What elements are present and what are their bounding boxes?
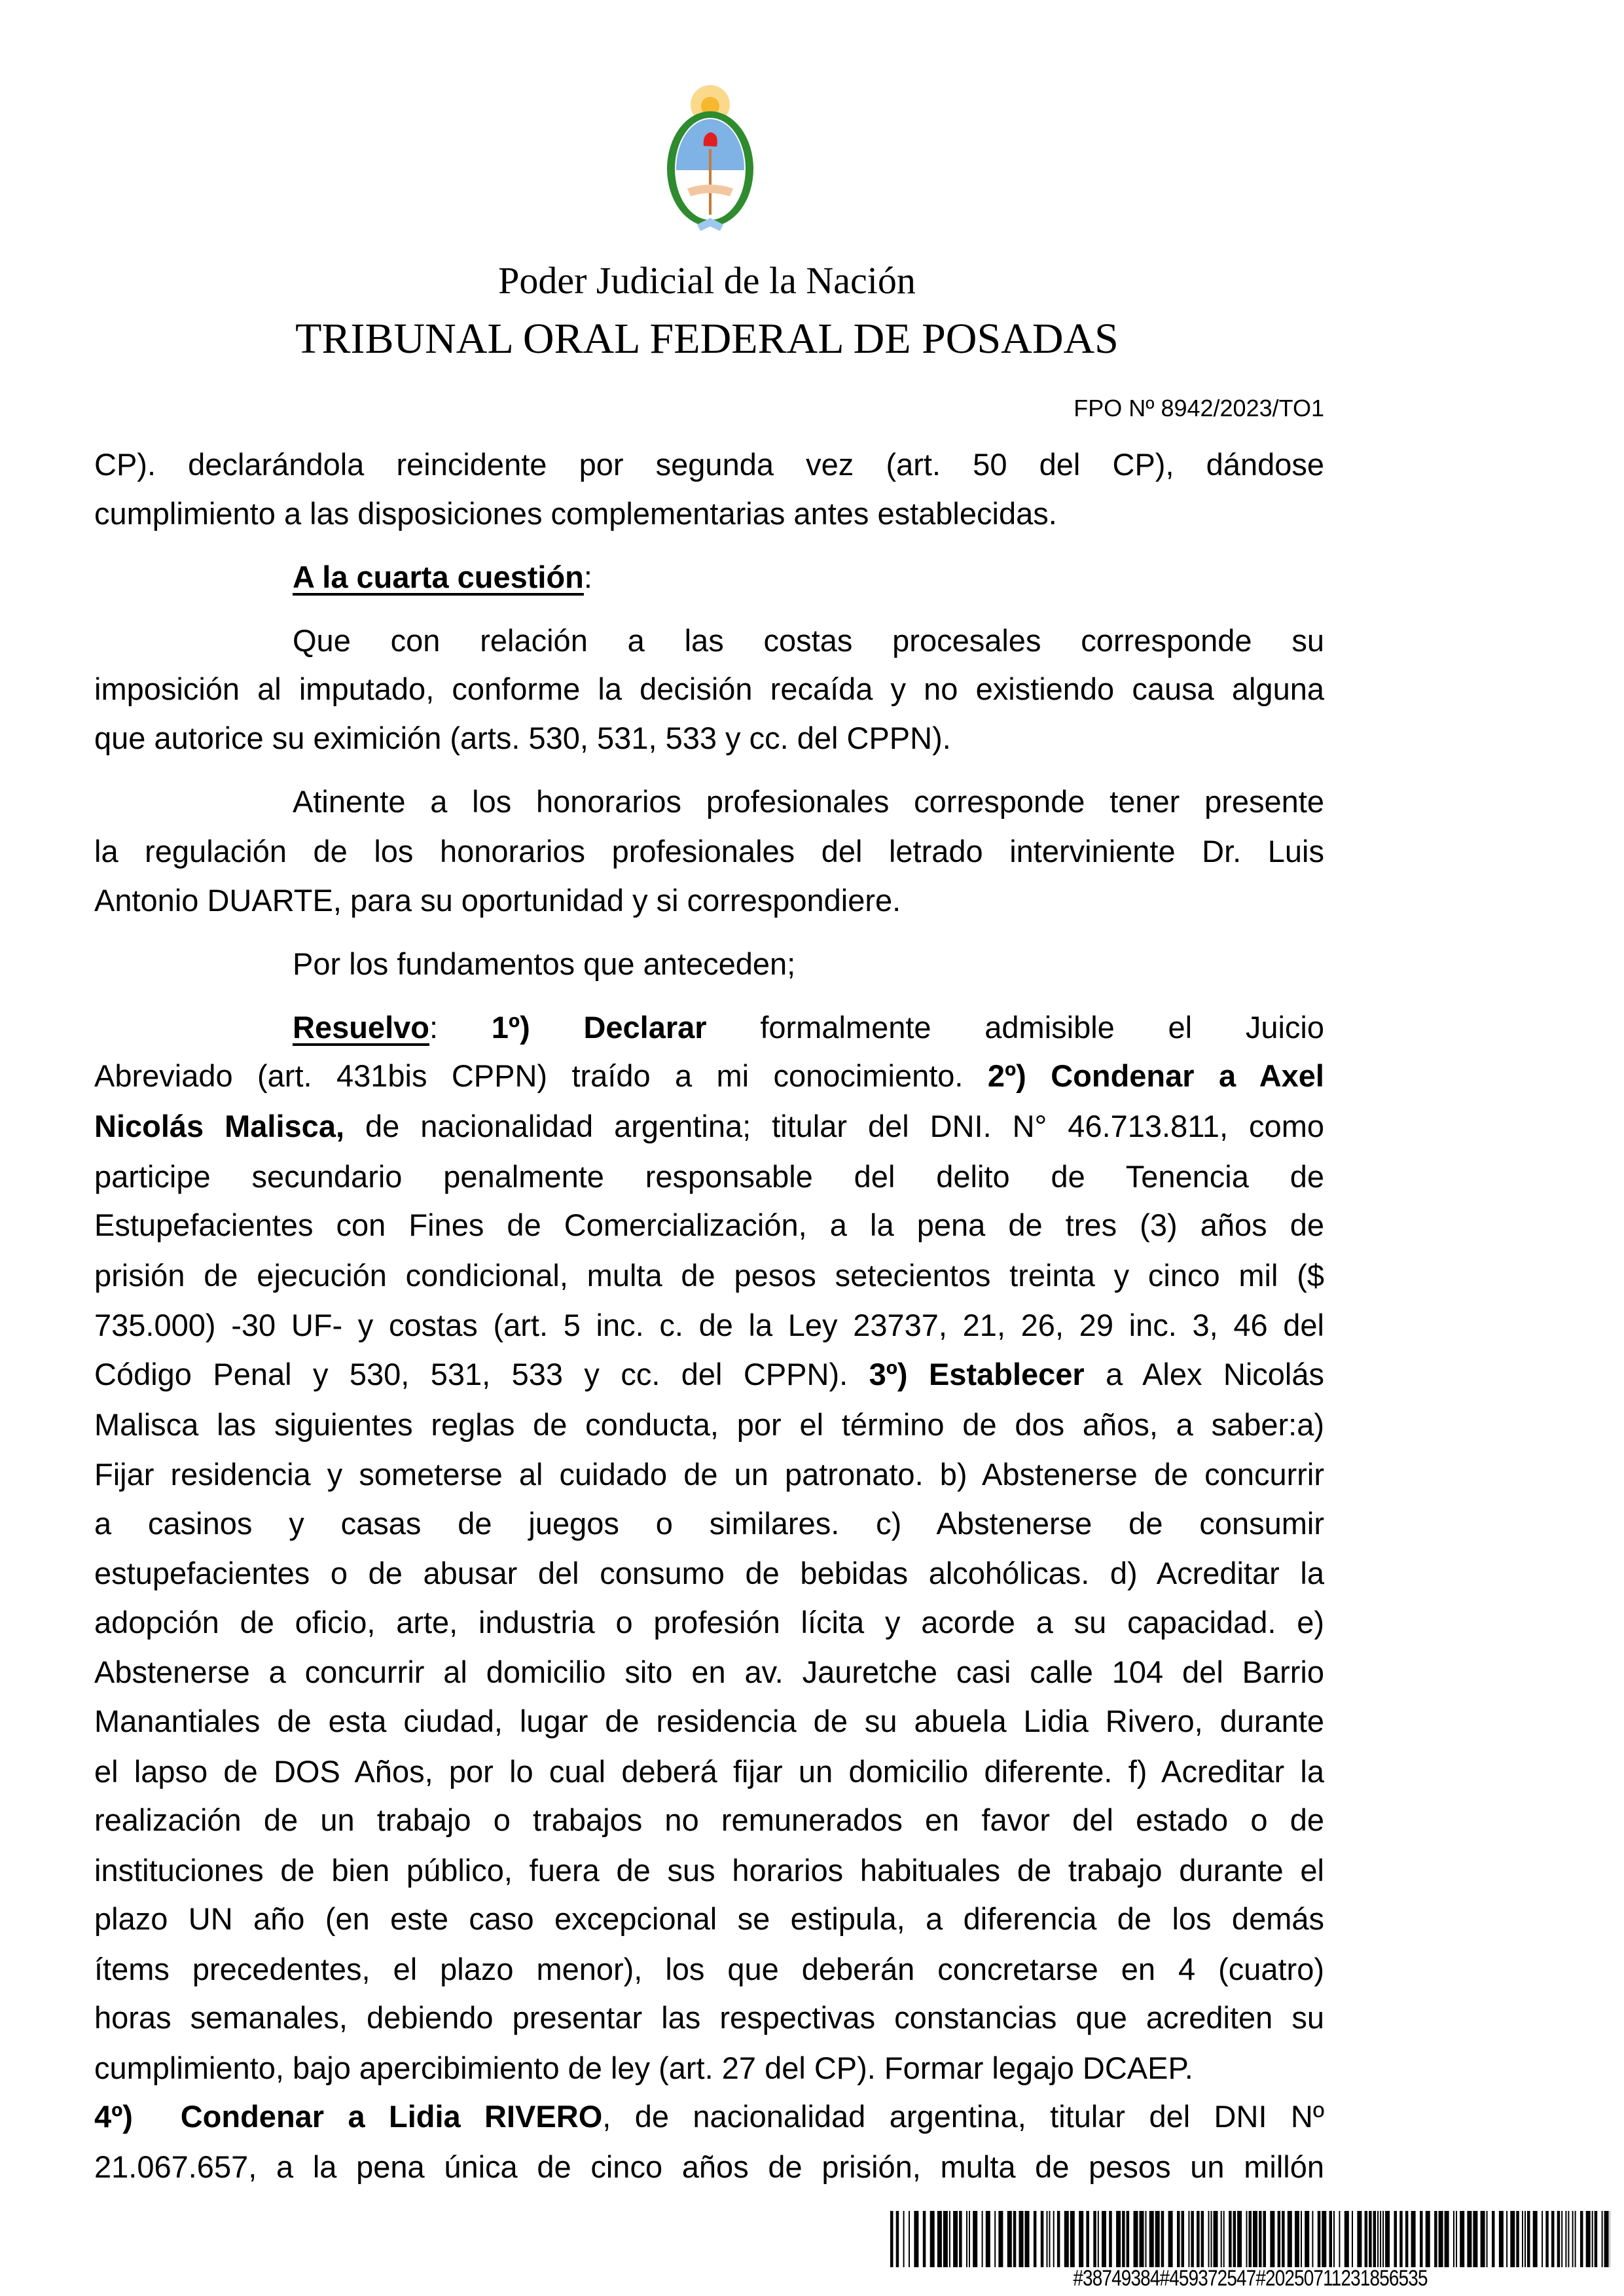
barcode-bar: [1445, 2211, 1449, 2267]
barcode-bar: [1467, 2211, 1471, 2267]
barcode-bar: [1149, 2211, 1154, 2267]
barcode-bar: [1565, 2211, 1566, 2267]
barcode-bar: [1377, 2211, 1379, 2267]
barcode: [890, 2211, 1610, 2267]
text-line: [94, 1950, 1324, 1989]
barcode-bar: [1373, 2211, 1377, 2267]
barcode-bar: [1188, 2211, 1189, 2267]
barcode-bar: [1007, 2211, 1012, 2267]
text-line: [293, 944, 1324, 984]
barcode-bar: [1561, 2211, 1562, 2267]
barcode-bar: [1013, 2211, 1017, 2267]
barcode-bar: [1420, 2211, 1423, 2267]
barcode-bar: [1041, 2211, 1044, 2267]
barcode-bar: [1352, 2211, 1353, 2267]
text-segment: instituciones de bien público, fuera de sus horarios habituales de trabajo durante el: [94, 1853, 1324, 1888]
barcode-bar: [1049, 2211, 1051, 2267]
text-line: [293, 558, 1324, 597]
text-line: [94, 719, 1324, 758]
barcode-bar: [909, 2211, 910, 2267]
barcode-bar: [1221, 2211, 1222, 2267]
barcode-bar: [1481, 2211, 1485, 2267]
barcode-number: #38749384#459372547#20250711231856535: [1073, 2266, 1428, 2291]
barcode-bar: [1295, 2211, 1299, 2267]
barcode-bar: [1263, 2211, 1267, 2267]
barcode-bar: [1259, 2211, 1262, 2267]
barcode-bar: [1079, 2211, 1083, 2267]
barcode-bar: [943, 2211, 948, 2267]
argentina-coat-of-arms-logo: [658, 84, 763, 238]
barcode-bar: [1155, 2211, 1160, 2267]
text-line: [94, 1653, 1324, 1692]
barcode-bar: [1595, 2211, 1598, 2267]
text-segment: el lapso de DOS Años, por lo cual deberá fijar un domicilio diferente. f) Acreditar la: [94, 1754, 1324, 1789]
text-segment: Abreviado (art. 431bis CPPN) traído a mi conocimiento.: [94, 1058, 988, 1093]
text-segment: prisión de ejecución condicional, multa de pesos setecientos treinta y cinco mil ($: [94, 1258, 1324, 1293]
text-segment: Estupefacientes con Fines de Comercialización, a la pena de tres (3) años de: [94, 1208, 1324, 1242]
text-line: [94, 1355, 1324, 1394]
barcode-bar: [1522, 2211, 1523, 2267]
barcode-bar: [1047, 2211, 1048, 2267]
barcode-bar: [1602, 2211, 1603, 2267]
text-segment: cumplimiento a las disposiciones complementarias antes establecidas.: [94, 496, 1057, 531]
barcode-bar: [937, 2211, 942, 2267]
barcode-bar: [1492, 2211, 1495, 2267]
barcode-bar: [953, 2211, 958, 2267]
bold-text: 1º) Declarar: [491, 1010, 707, 1045]
barcode-bar: [1214, 2211, 1218, 2267]
barcode-bar: [1333, 2211, 1335, 2267]
barcode-bar: [1197, 2211, 1200, 2267]
barcode-bar: [1405, 2211, 1409, 2267]
barcode-bar: [1301, 2211, 1302, 2267]
barcode-bar: [1604, 2211, 1609, 2267]
text-line: [94, 1851, 1324, 1890]
barcode-bar: [1182, 2211, 1185, 2267]
barcode-bar: [1380, 2211, 1381, 2267]
bold-text: 3º) Establecer: [869, 1357, 1085, 1391]
text-line: [94, 1256, 1324, 1295]
barcode-bar: [1177, 2211, 1180, 2267]
institution-name: Poder Judicial de la Nación: [498, 259, 916, 302]
text-segment: :: [583, 560, 592, 594]
barcode-bar: [1411, 2211, 1416, 2267]
barcode-bar: [1580, 2211, 1583, 2267]
barcode-bar: [1249, 2211, 1252, 2267]
text-segment: realización de un trabajo o trabajos no remunerados en favor del estado o de: [94, 1803, 1324, 1837]
barcode-bar: [1086, 2211, 1089, 2267]
barcode-bar: [1146, 2211, 1147, 2267]
barcode-bar: [1201, 2211, 1204, 2267]
barcode-bar: [1473, 2211, 1477, 2267]
text-line: [94, 1702, 1324, 1741]
barcode-bar: [1385, 2211, 1390, 2267]
text-segment: plazo UN año (en este caso excepcional se estipula, a diferencia de los demás: [94, 1901, 1324, 1936]
barcode-bar: [1211, 2211, 1212, 2267]
text-segment: CP). declarándola reincidente por segunda vez (art. 50 del CP), dándose: [94, 447, 1324, 482]
case-number: FPO Nº 8942/2023/TO1: [1074, 395, 1324, 422]
barcode-bar: [1572, 2211, 1574, 2267]
barcode-bar: [1527, 2211, 1530, 2267]
barcode-bar: [1161, 2211, 1164, 2267]
text-line: [94, 1603, 1324, 1642]
barcode-bar: [1288, 2211, 1292, 2267]
text-segment: , de nacionalidad argentina, titular del DNI Nº: [602, 2099, 1324, 2134]
barcode-bar: [1568, 2211, 1569, 2267]
barcode-bar: [1516, 2211, 1519, 2267]
court-name: TRIBUNAL ORAL FEDERAL DE POSADAS: [295, 315, 1119, 363]
text-line: [94, 2049, 1324, 2088]
barcode-bar: [1322, 2211, 1326, 2267]
barcode-bar: [1506, 2211, 1507, 2267]
barcode-bar: [1592, 2211, 1593, 2267]
text-line: [94, 881, 1324, 920]
text-segment: estupefacientes o de abusar del consumo de bebidas alcohólicas. d) Acreditar la: [94, 1556, 1324, 1590]
barcode-bar: [923, 2211, 926, 2267]
barcode-bar: [903, 2211, 905, 2267]
barcode-bar: [1533, 2211, 1538, 2267]
barcode-bar: [1329, 2211, 1333, 2267]
text-segment: ítems precedentes, el plazo menor), los que deberán concretarse en 4 (cuatro): [94, 1952, 1324, 1986]
text-line: [94, 1157, 1324, 1196]
barcode-bar: [1127, 2211, 1130, 2267]
barcode-bar: [1282, 2211, 1285, 2267]
text-line: [94, 1405, 1324, 1444]
barcode-bar: [1318, 2211, 1321, 2267]
barcode-bar: [1487, 2211, 1488, 2267]
barcode-bar: [1426, 2211, 1430, 2267]
barcode-bar: [1344, 2211, 1349, 2267]
text-segment: cumplimiento, bajo apercibimiento de ley (art. 27 del CP). Formar legajo DCAEP.: [94, 2051, 1193, 2085]
barcode-bar: [1453, 2211, 1454, 2267]
barcode-bar: [1134, 2211, 1138, 2267]
text-segment: 735.000) -30 UF- y costas (art. 5 inc. c. de la Ley 23737, 21, 26, 29 inc. 3, 46 del: [94, 1308, 1324, 1342]
barcode-bar: [1208, 2211, 1210, 2267]
text-segment: la regulación de los honorarios profesionales del letrado interviniente Dr. Luis: [94, 834, 1324, 869]
barcode-bar: [1253, 2211, 1257, 2267]
text-line: [94, 1554, 1324, 1593]
barcode-bar: [1246, 2211, 1248, 2267]
barcode-bar: [1551, 2211, 1555, 2267]
barcode-bar: [1525, 2211, 1526, 2267]
barcode-bar: [982, 2211, 983, 2267]
barcode-bar: [1339, 2211, 1340, 2267]
barcode-bar: [1357, 2211, 1362, 2267]
barcode-bar: [1034, 2211, 1037, 2267]
barcode-bar: [1278, 2211, 1281, 2267]
text-line: [293, 621, 1324, 660]
text-segment: Malisca las siguientes reglas de conducta, por el término de dos años, a saber:a): [94, 1407, 1324, 1442]
barcode-bar: [1365, 2211, 1368, 2267]
text-line: [94, 1306, 1324, 1345]
bold-text: Nicolás Malisca,: [94, 1109, 345, 1143]
text-segment: a casinos y casas de juegos o similares. c) Abstenerse de consumir: [94, 1506, 1324, 1541]
text-line: [94, 494, 1324, 533]
barcode-bar: [896, 2211, 899, 2267]
barcode-bar: [1456, 2211, 1457, 2267]
barcode-bar: [1382, 2211, 1384, 2267]
text-segment: Atinente a los honorarios profesionales corresponde tener presente: [293, 784, 1324, 819]
text-line: [94, 1899, 1324, 1939]
barcode-bar: [1369, 2211, 1372, 2267]
barcode-bar: [959, 2211, 962, 2267]
text-segment: :: [429, 1010, 492, 1045]
barcode-bar: [1122, 2211, 1125, 2267]
barcode-bar: [930, 2211, 935, 2267]
text-segment: adopción de oficio, arte, industria o profesión lícita y acorde a su capacidad. e): [94, 1605, 1324, 1640]
barcode-bar: [1093, 2211, 1096, 2267]
text-segment: Código Penal y 530, 531, 533 y cc. del CPPN).: [94, 1357, 869, 1391]
bold-text: Resuelvo: [293, 1010, 429, 1045]
barcode-bar: [1070, 2211, 1075, 2267]
text-line: [94, 1801, 1324, 1840]
barcode-bar: [1109, 2211, 1112, 2267]
barcode-bar: [998, 2211, 1003, 2267]
text-segment: formalmente admisible el Juicio: [706, 1010, 1325, 1045]
text-line: [94, 2097, 1324, 2136]
text-segment: que autorice su eximición (arts. 530, 531, 533 y cc. del CPPN).: [94, 721, 951, 755]
barcode-bar: [994, 2211, 996, 2267]
barcode-bar: [1270, 2211, 1274, 2267]
text-line: [94, 670, 1324, 709]
bold-text: 4º) Condenar a Lidia RIVERO: [94, 2099, 603, 2134]
text-segment: 21.067.657, a la pena única de cinco años de prisión, multa de pesos un millón: [94, 2149, 1324, 2184]
barcode-bar: [1102, 2211, 1106, 2267]
barcode-bar: [1305, 2211, 1309, 2267]
text-segment: Antonio DUARTE, para su oportunidad y si correspondiere.: [94, 883, 901, 918]
barcode-bar: [1460, 2211, 1464, 2267]
text-line: [94, 445, 1324, 484]
text-segment: horas semanales, debiendo presentar las respectivas constancias que acrediten su: [94, 2000, 1324, 2035]
text-line: [94, 832, 1324, 871]
barcode-bar: [1168, 2211, 1173, 2267]
barcode-bar: [1057, 2211, 1060, 2267]
barcode-bar: [1439, 2211, 1443, 2267]
text-segment: Manantiales de esta ciudad, lugar de residencia de su abuela Lidia Rivero, durante: [94, 1704, 1324, 1738]
barcode-bar: [1499, 2211, 1504, 2267]
barcode-bar: [1098, 2211, 1099, 2267]
barcode-bar: [1434, 2211, 1437, 2267]
text-line: [94, 1107, 1324, 1146]
barcode-bar: [1229, 2211, 1232, 2267]
barcode-bar: [949, 2211, 950, 2267]
text-line: [94, 1752, 1324, 1791]
barcode-bar: [1053, 2211, 1055, 2267]
text-segment: de nacionalidad argentina; titular del DNI. N° 46.713.811, como: [344, 1109, 1324, 1143]
barcode-bar: [1025, 2211, 1030, 2267]
text-line: [94, 2147, 1324, 2187]
barcode-bar: [969, 2211, 970, 2267]
text-segment: Por los fundamentos que anteceden;: [293, 946, 796, 981]
barcode-bar: [966, 2211, 967, 2267]
barcode-bar: [973, 2211, 977, 2267]
text-segment: a Alex Nicolás: [1084, 1357, 1324, 1391]
text-segment: participe secundario penalmente responsable del delito de Tenencia de: [94, 1159, 1324, 1194]
barcode-bar: [1575, 2211, 1576, 2267]
barcode-bar: [1064, 2211, 1069, 2267]
barcode-bar: [1116, 2211, 1121, 2267]
barcode-bar: [1191, 2211, 1194, 2267]
text-line: [94, 1206, 1324, 1245]
barcode-bar: [1399, 2211, 1403, 2267]
barcode-bar: [1586, 2211, 1591, 2267]
text-line: [293, 782, 1324, 821]
barcode-bar: [890, 2211, 893, 2267]
barcode-bar: [1140, 2211, 1144, 2267]
text-line: [293, 1008, 1324, 1047]
barcode-bar: [1542, 2211, 1543, 2267]
bold-text: 2º) Condenar a Axel: [987, 1058, 1324, 1093]
barcode-bar: [1312, 2211, 1313, 2267]
text-segment: imposición al imputado, conforme la decisión recaída y no existiendo causa alguna: [94, 672, 1324, 706]
barcode-bar: [986, 2211, 990, 2267]
barcode-bar: [1510, 2211, 1515, 2267]
barcode-bar: [1545, 2211, 1549, 2267]
text-segment: Abstenerse a concurrir al domicilio sito en av. Jauretche casi calle 104 del Barrio: [94, 1655, 1324, 1689]
barcode-bar: [1557, 2211, 1561, 2267]
barcode-bar: [1233, 2211, 1236, 2267]
text-line: [94, 1056, 1324, 1096]
text-line: [94, 1998, 1324, 2037]
barcode-bar: [1223, 2211, 1225, 2267]
bold-text: A la cuarta cuestión: [293, 560, 584, 594]
barcode-bar: [1019, 2211, 1024, 2267]
barcode-bar: [1237, 2211, 1242, 2267]
text-line: [94, 1455, 1324, 1494]
text-segment: Que con relación a las costas procesales corresponde su: [293, 623, 1324, 658]
barcode-bar: [1394, 2211, 1398, 2267]
text-segment: Fijar residencia y someterse al cuidado de un patronato. b) Abstenerse de concurrir: [94, 1457, 1324, 1492]
text-line: [94, 1504, 1324, 1543]
barcode-bar: [914, 2211, 918, 2267]
